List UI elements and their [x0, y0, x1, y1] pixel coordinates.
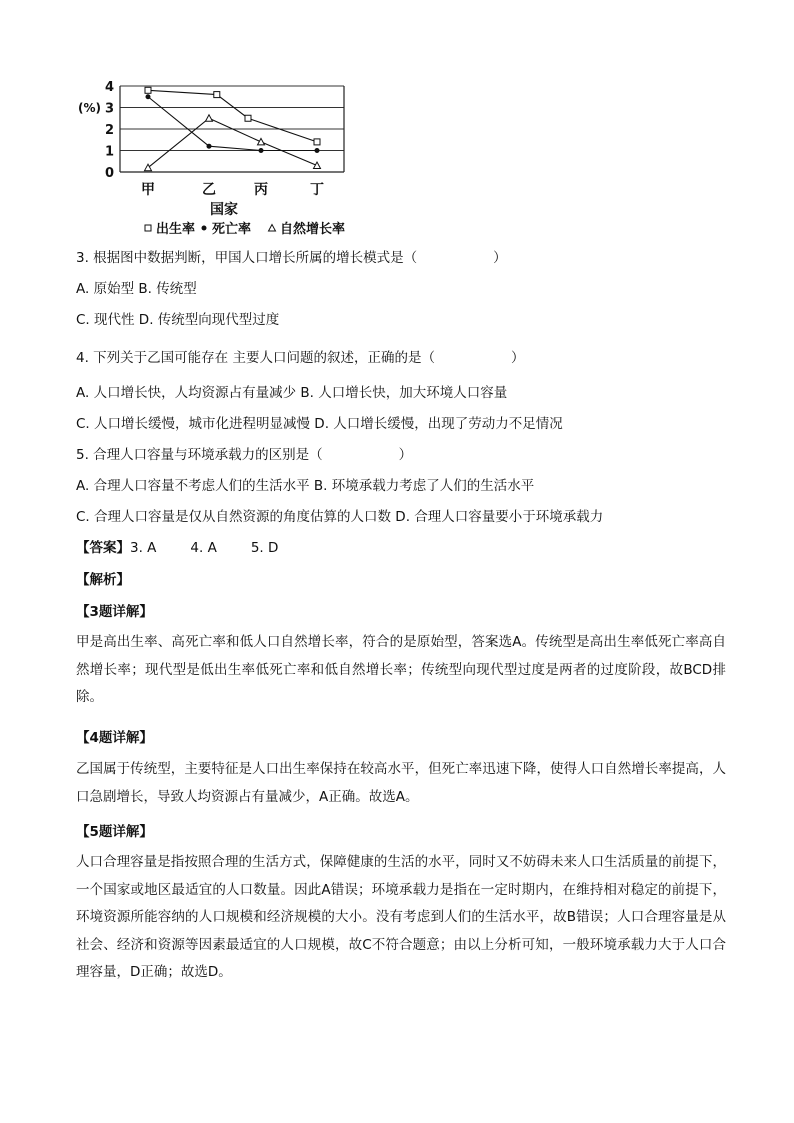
answer-4: 4. A — [190, 540, 217, 556]
question-4-options-ab: A. 人口增长快，人均资源占有量减少 B. 人口增长快，加大环境人口容量 — [76, 385, 508, 401]
detail-4-label: 【4题详解】 — [76, 730, 153, 746]
y-tick-label-4: 4 — [104, 80, 114, 95]
detail-5-text: 人口合理容量是指按照合理的生活方式，保障健康的生活的水平，同时又不妨碍未来人口生活质量的前提下，一个国家或地区最适宜的人口数量。因此A错误；环境承载力是指在一定时期内，在维持相对稳定的前提下，环境资源所能容纳的人口规模和经济规模的大小。没有考虑到人们的生活水平，故B错误；人口合理容量是从社会、经济和资源等因素最适宜的人口规模，故C不符合题意；由以上分析可知，一般环境承载力大于人口合理容量，D正确；故选D。 — [76, 854, 726, 981]
series-2-point-1 — [206, 115, 213, 122]
chart-legend — [145, 221, 345, 237]
question-5 — [76, 445, 412, 465]
series-1-point-3 — [315, 148, 320, 153]
series-1-point-2 — [259, 148, 264, 153]
question-5-options-ab: A. 合理人口容量不考虑人们的生活水平 B. 环境承载力考虑了人们的生活水平 — [76, 478, 535, 494]
series-2-point-3 — [314, 162, 321, 169]
x-axis-label: 国家 — [210, 202, 238, 218]
y-tick-label-2: 2 — [104, 123, 114, 138]
legend-marker-2 — [269, 225, 276, 232]
answer-line — [76, 538, 278, 558]
y-axis-label: (%) — [78, 101, 101, 115]
question-4-close: ） — [510, 350, 525, 366]
x-tick-label-3: 丁 — [310, 182, 324, 198]
y-tick-label-3: 3 — [104, 101, 114, 117]
legend-marker-0 — [145, 225, 151, 231]
series-line-0 — [148, 90, 317, 142]
question-5-options-cd: C. 合理人口容量是仅从自然资源的角度估算的人口数 D. 合理人口容量要小于环境承载力 — [76, 509, 604, 525]
question-3-close: ） — [493, 250, 507, 266]
question-3-options-cd: C. 现代性 D. 传统型向现代型过度 — [76, 312, 280, 328]
answer-5: 5. D — [250, 540, 279, 556]
detail-5-label: 【5题详解】 — [76, 824, 153, 840]
analysis-label: 【解析】 — [76, 572, 130, 588]
detail-3-text: 甲是高出生率、高死亡率和低人口自然增长率，符合的是原始型，答案选A。传统型是高出生率低死亡率高自然增长率；现代型是低出生率低死亡率和低自然增长率；传统型向现代型过度是两者的过度阶段，故BCD排除。 — [76, 634, 726, 706]
series-2-point-2 — [258, 138, 265, 145]
question-4 — [76, 348, 524, 368]
series-0-point-3 — [314, 139, 320, 145]
legend-marker-1 — [202, 226, 207, 231]
series-0-point-1 — [214, 92, 220, 98]
question-5-close: ） — [398, 447, 413, 463]
series-0-point-2 — [245, 115, 251, 121]
question-4-stem: 4. 下列关于乙国可能存在 主要人口问题的叙述，正确的是（ — [76, 350, 435, 366]
series-1-point-1 — [207, 144, 212, 149]
series-line-1 — [148, 97, 317, 151]
answer-label: 【答案】 — [76, 540, 130, 556]
population-rate-chart — [72, 76, 392, 241]
legend-label-2: 自然增长率 — [280, 222, 346, 237]
y-tick-label-0: 0 — [104, 166, 114, 181]
question-3-options-ab: A. 原始型 B. 传统型 — [76, 281, 197, 297]
x-tick-label-0: 甲 — [141, 182, 155, 198]
answer-3: 3. A — [130, 540, 157, 556]
series-0-point-0 — [145, 87, 151, 93]
legend-label-0: 出生率 — [156, 222, 196, 237]
question-4-options-cd: C. 人口增长缓慢，城市化进程明显减慢 D. 人口增长缓慢，出现了劳动力不足情况 — [76, 416, 563, 432]
question-3-stem: 3. 根据图中数据判断，甲国人口增长所属的增长模式是（ — [76, 250, 418, 266]
x-tick-label-2: 丙 — [254, 182, 268, 198]
chart-grid — [120, 86, 344, 151]
series-1-point-0 — [146, 94, 151, 99]
question-3 — [76, 248, 507, 268]
x-tick-label-1: 乙 — [202, 182, 216, 198]
detail-4-text: 乙国属于传统型，主要特征是人口出生率保持在较高水平，但死亡率迅速下降，使得人口自然增长率提高，人口急剧增长，导致人均资源占有量减少，A正确。故选A。 — [76, 761, 726, 805]
legend-label-1: 死亡率 — [212, 222, 252, 237]
series-line-2 — [148, 118, 317, 167]
chart-labels — [78, 80, 324, 218]
detail-3-label: 【3题详解】 — [76, 604, 153, 620]
y-tick-label-1: 1 — [104, 144, 114, 160]
question-5-stem: 5. 合理人口容量与环境承载力的区别是（ — [76, 447, 323, 463]
